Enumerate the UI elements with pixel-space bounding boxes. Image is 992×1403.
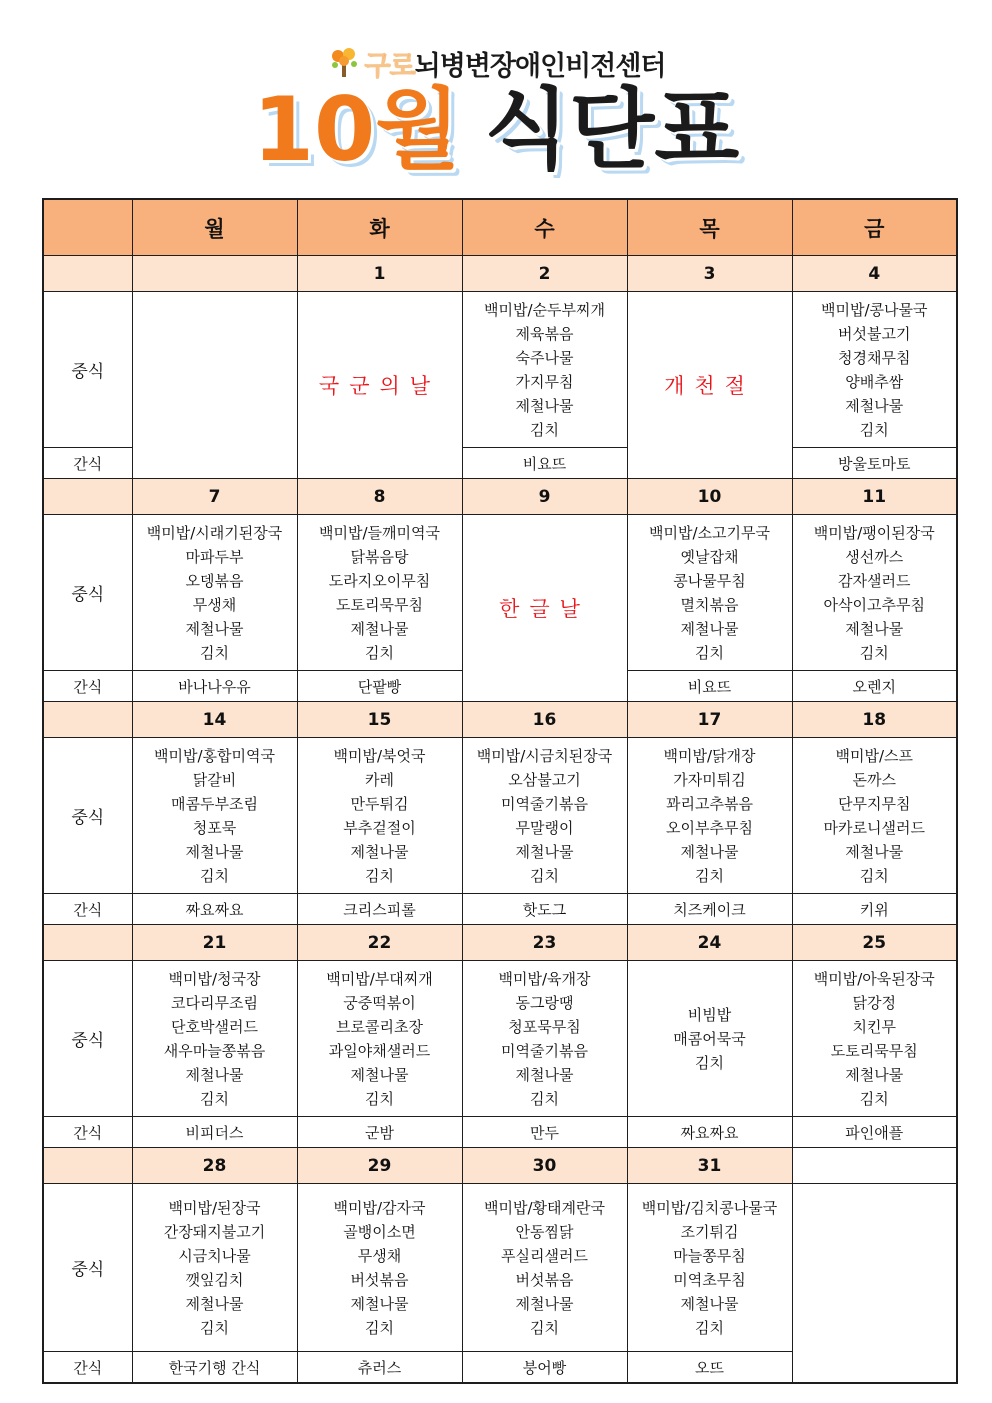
menu-item: 마늘쫑무침 [673, 1246, 746, 1265]
holiday-cell [462, 515, 627, 702]
day-header: 목 [627, 199, 792, 256]
menu-item: 버섯볶음 [350, 1270, 409, 1289]
lunch-row [43, 961, 957, 1117]
title-word: 식단표 [484, 78, 740, 181]
date-cell: 14 [132, 702, 297, 738]
menu-item: 무말랭이 [515, 818, 574, 837]
menu-item: 도토리묵무침 [336, 595, 423, 614]
lunch-cell [132, 1184, 297, 1352]
holiday-cell [297, 292, 462, 479]
menu-item: 제철나물 [680, 619, 739, 638]
menu-item: 양배추쌈 [845, 372, 904, 391]
date-cell: 18 [792, 702, 957, 738]
lunch-row [43, 738, 957, 894]
menu-item: 매콤두부조림 [171, 794, 258, 813]
date-cell: 3 [627, 256, 792, 292]
corner-cell [43, 199, 132, 256]
menu-item: 백미밥/홍합미역국 [154, 746, 275, 765]
lunch-cell [627, 961, 792, 1117]
date-cell: 15 [297, 702, 462, 738]
menu-item: 제철나물 [350, 1294, 409, 1313]
menu-item: 오삼불고기 [508, 770, 581, 789]
menu-item: 백미밥/김치콩나물국 [641, 1198, 778, 1217]
menu-item: 골뱅이소면 [343, 1222, 416, 1241]
date-cell: 10 [627, 479, 792, 515]
date-cell: 17 [627, 702, 792, 738]
snack-cell: 키위 [792, 894, 957, 925]
menu-item: 김치 [530, 866, 559, 885]
menu-item: 백미밥/팽이된장국 [813, 523, 935, 542]
menu-item: 김치 [859, 420, 889, 439]
menu-item: 감자샐러드 [838, 571, 911, 590]
menu-item: 김치 [695, 1053, 724, 1072]
date-cell: 1 [297, 256, 462, 292]
menu-item: 김치 [695, 1318, 724, 1337]
snack-label: 간식 [43, 1352, 132, 1384]
menu-item: 브로콜리초장 [336, 1017, 423, 1036]
menu-item: 제철나물 [350, 1065, 409, 1084]
snack-cell: 핫도그 [462, 894, 627, 925]
menu-table [42, 198, 958, 1384]
menu-item: 아삭이고추무침 [823, 595, 925, 614]
center-brand: 구로 [364, 51, 415, 82]
day-header: 수 [462, 199, 627, 256]
snack-cell: 츄러스 [297, 1352, 462, 1384]
lunch-cell [627, 515, 792, 671]
menu-item: 백미밥/감자국 [333, 1198, 426, 1217]
menu-item: 김치 [530, 1089, 559, 1108]
menu-item: 제철나물 [185, 842, 244, 861]
menu-item: 백미밥/닭개장 [663, 746, 756, 765]
menu-item: 김치 [200, 643, 229, 662]
menu-item: 안동찜닭 [515, 1222, 574, 1241]
date-cell: 2 [462, 256, 627, 292]
date-cell: 8 [297, 479, 462, 515]
menu-item: 백미밥/시금치된장국 [476, 746, 613, 765]
menu-item: 마파두부 [185, 547, 244, 566]
menu-item: 치킨무 [852, 1017, 896, 1036]
menu-item: 미역초무침 [673, 1270, 746, 1289]
menu-item: 제육볶음 [515, 324, 574, 343]
lunch-label: 중식 [43, 738, 132, 894]
day-header: 월 [132, 199, 297, 256]
menu-item: 만두튀김 [350, 794, 409, 813]
lunch-label: 중식 [43, 292, 132, 448]
date-row-label [43, 256, 132, 292]
snack-cell: 치즈케이크 [627, 894, 792, 925]
menu-item: 버섯볶음 [515, 1270, 574, 1289]
date-cell: 31 [627, 1148, 792, 1184]
day-header: 금 [792, 199, 957, 256]
menu-item: 김치 [200, 1318, 229, 1337]
menu-item: 청포묵 [192, 818, 237, 837]
menu-item: 김치 [859, 1089, 889, 1108]
menu-item: 제철나물 [350, 619, 409, 638]
date-row-label [43, 1148, 132, 1184]
snack-cell: 오뜨 [627, 1352, 792, 1384]
lunch-label: 중식 [43, 1184, 132, 1352]
menu-item: 오뎅볶음 [185, 571, 244, 590]
menu-item: 제철나물 [680, 1294, 739, 1313]
date-cell: 25 [792, 925, 957, 961]
menu-item: 백미밥/육개장 [498, 969, 591, 988]
date-cell: 23 [462, 925, 627, 961]
date-row-label [43, 479, 132, 515]
menu-item: 백미밥/된장국 [168, 1198, 261, 1217]
page-title [0, 80, 992, 180]
menu-item: 김치 [530, 1318, 559, 1337]
menu-item: 닭볶음탕 [350, 547, 409, 566]
menu-item: 백미밥/스프 [835, 746, 913, 765]
snack-label: 간식 [43, 448, 132, 479]
lunch-label: 중식 [43, 961, 132, 1117]
menu-item: 백미밥/북엇국 [333, 746, 426, 765]
lunch-cell [297, 1184, 462, 1352]
menu-item: 동그랑땡 [515, 993, 574, 1012]
menu-item: 제철나물 [680, 842, 739, 861]
snack-cell: 바나나우유 [132, 671, 297, 702]
center-name-rest: 뇌병변장애인비전센터 [414, 51, 666, 82]
menu-item: 꽈리고추볶음 [666, 794, 753, 813]
menu-item: 백미밥/소고기무국 [649, 523, 770, 542]
menu-item: 생선까스 [845, 547, 904, 566]
menu-item: 무생채 [357, 1246, 402, 1265]
menu-item: 매콤어묵국 [673, 1029, 746, 1048]
lunch-row [43, 1184, 957, 1352]
snack-cell: 파인애플 [792, 1117, 957, 1148]
menu-item: 김치 [695, 866, 724, 885]
lunch-cell [462, 738, 627, 894]
menu-item: 김치 [200, 866, 229, 885]
menu-item: 김치 [859, 866, 889, 885]
empty-cell [792, 1184, 957, 1384]
snack-cell: 비요뜨 [627, 671, 792, 702]
menu-item: 제철나물 [515, 1294, 574, 1313]
date-row [43, 925, 957, 961]
date-row [43, 1148, 957, 1184]
menu-item: 새우마늘쫑볶음 [163, 1041, 266, 1060]
menu-item: 옛날잡채 [680, 547, 739, 566]
menu-item: 제철나물 [845, 396, 904, 415]
lunch-cell [792, 738, 957, 894]
lunch-cell [462, 1184, 627, 1352]
lunch-row [43, 515, 957, 671]
menu-item: 비빔밥 [687, 1005, 732, 1024]
date-cell: 24 [627, 925, 792, 961]
menu-item: 부추겉절이 [343, 818, 416, 837]
menu-item: 숙주나물 [515, 348, 574, 367]
date-cell: 21 [132, 925, 297, 961]
menu-item: 멸치볶음 [680, 595, 739, 614]
lunch-label: 중식 [43, 515, 132, 671]
menu-item: 제철나물 [845, 1065, 904, 1084]
snack-row [43, 1117, 957, 1148]
menu-item: 김치 [530, 420, 559, 439]
title-month: 10월 [252, 78, 461, 181]
date-cell: 29 [297, 1148, 462, 1184]
menu-item: 과일야채샐러드 [328, 1041, 431, 1060]
menu-item: 카레 [365, 770, 394, 789]
menu-item: 버섯불고기 [838, 324, 911, 343]
date-cell [792, 1148, 957, 1184]
menu-item: 제철나물 [845, 619, 904, 638]
menu-item: 김치 [695, 643, 724, 662]
menu-item: 김치 [859, 643, 889, 662]
lunch-cell [627, 1184, 792, 1352]
date-row-label [43, 925, 132, 961]
holiday-label: 개천절 [664, 374, 755, 398]
menu-item: 미역줄기볶음 [501, 794, 588, 813]
menu-item: 코다리무조림 [171, 993, 258, 1012]
lunch-cell [462, 292, 627, 448]
menu-item: 닭갈비 [192, 770, 237, 789]
holiday-cell [627, 292, 792, 479]
menu-item: 백미밥/청국장 [168, 969, 261, 988]
menu-item: 제철나물 [515, 842, 574, 861]
lunch-cell [792, 292, 957, 448]
date-cell: 4 [792, 256, 957, 292]
snack-cell: 짜요짜요 [627, 1117, 792, 1148]
snack-label: 간식 [43, 671, 132, 702]
menu-item: 미역줄기볶음 [501, 1041, 588, 1060]
menu-item: 백미밥/시래기된장국 [146, 523, 283, 542]
date-row [43, 256, 957, 292]
menu-item: 청포묵무침 [508, 1017, 581, 1036]
snack-cell: 비요뜨 [462, 448, 627, 479]
menu-item: 가지무침 [515, 372, 574, 391]
lunch-cell [792, 961, 957, 1117]
menu-item: 닭강정 [852, 993, 896, 1012]
lunch-cell [627, 738, 792, 894]
menu-item: 제철나물 [185, 1065, 244, 1084]
empty-cell [132, 292, 297, 479]
date-cell: 9 [462, 479, 627, 515]
menu-item: 단호박샐러드 [171, 1017, 258, 1036]
menu-item: 백미밥/황태계란국 [484, 1198, 605, 1217]
menu-item: 시금치나물 [178, 1246, 251, 1265]
menu-item: 백미밥/들깨미역국 [319, 523, 440, 542]
holiday-label: 국군의날 [318, 374, 441, 398]
date-row-label [43, 702, 132, 738]
lunch-row [43, 292, 957, 448]
lunch-cell [132, 961, 297, 1117]
snack-row [43, 894, 957, 925]
menu-item: 김치 [365, 1318, 394, 1337]
lunch-cell [297, 515, 462, 671]
lunch-cell [462, 961, 627, 1117]
snack-cell: 붕어빵 [462, 1352, 627, 1384]
snack-cell: 방울토마토 [792, 448, 957, 479]
holiday-label: 한글날 [499, 597, 590, 621]
tree-logo-icon [327, 45, 361, 79]
menu-item: 푸실리샐러드 [501, 1246, 588, 1265]
menu-item: 제철나물 [350, 842, 409, 861]
snack-cell: 만두 [462, 1117, 627, 1148]
menu-item: 백미밥/아욱된장국 [813, 969, 935, 988]
menu-item: 백미밥/콩나물국 [821, 300, 928, 319]
date-cell: 11 [792, 479, 957, 515]
snack-cell: 한국기행 간식 [132, 1352, 297, 1384]
menu-item: 제철나물 [185, 619, 244, 638]
snack-cell: 군밤 [297, 1117, 462, 1148]
date-row [43, 479, 957, 515]
menu-item: 제철나물 [515, 396, 574, 415]
menu-item: 단무지무침 [838, 794, 911, 813]
snack-cell: 크리스피롤 [297, 894, 462, 925]
menu-item: 제철나물 [845, 842, 904, 861]
date-cell: 30 [462, 1148, 627, 1184]
menu-item: 가자미튀김 [673, 770, 746, 789]
menu-item: 김치 [365, 643, 394, 662]
menu-item: 백미밥/부대찌개 [326, 969, 433, 988]
lunch-cell [297, 961, 462, 1117]
snack-label: 간식 [43, 894, 132, 925]
day-header: 화 [297, 199, 462, 256]
menu-item: 제철나물 [515, 1065, 574, 1084]
menu-item: 무생채 [192, 595, 237, 614]
menu-item: 마카로니샐러드 [823, 818, 925, 837]
day-header-row [43, 199, 957, 256]
date-cell: 22 [297, 925, 462, 961]
menu-item: 김치 [365, 866, 394, 885]
menu-item: 김치 [365, 1089, 394, 1108]
date-cell: 16 [462, 702, 627, 738]
menu-item: 콩나물무침 [673, 571, 746, 590]
lunch-cell [297, 738, 462, 894]
date-cell: 7 [132, 479, 297, 515]
menu-item: 김치 [200, 1089, 229, 1108]
menu-item: 오이부추무침 [666, 818, 753, 837]
date-cell [132, 256, 297, 292]
lunch-cell [132, 738, 297, 894]
snack-cell: 비피더스 [132, 1117, 297, 1148]
menu-item: 돈까스 [852, 770, 896, 789]
snack-cell: 단팥빵 [297, 671, 462, 702]
date-row [43, 702, 957, 738]
menu-item: 제철나물 [185, 1294, 244, 1313]
menu-item: 깻잎김치 [185, 1270, 244, 1289]
menu-item: 도토리묵무침 [830, 1041, 918, 1060]
snack-cell: 짜요짜요 [132, 894, 297, 925]
menu-item: 간장돼지불고기 [163, 1222, 266, 1241]
menu-item: 궁중떡볶이 [343, 993, 416, 1012]
menu-item: 조기튀김 [680, 1222, 739, 1241]
snack-cell: 오렌지 [792, 671, 957, 702]
lunch-cell [132, 515, 297, 671]
date-cell: 28 [132, 1148, 297, 1184]
menu-item: 백미밥/순두부찌개 [484, 300, 605, 319]
menu-item: 청경채무침 [838, 348, 911, 367]
snack-label: 간식 [43, 1117, 132, 1148]
lunch-cell [792, 515, 957, 671]
menu-item: 도라지오이무침 [328, 571, 431, 590]
page-header [0, 0, 992, 195]
